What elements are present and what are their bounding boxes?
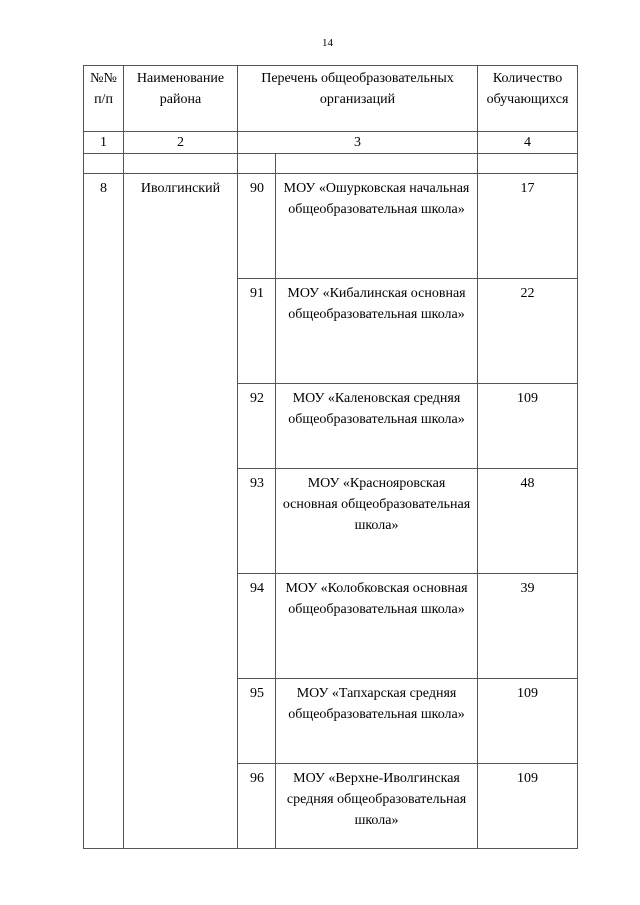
school-index: 90: [238, 174, 276, 279]
empty-cell: [124, 154, 238, 174]
school-name: МОУ «Кибалинская основная общеобразовательная школа»: [276, 279, 478, 384]
empty-cell: [84, 154, 124, 174]
school-name: МОУ «Тапхарская средняя общеобразовательная школа»: [276, 679, 478, 764]
school-index: 91: [238, 279, 276, 384]
school-index: 95: [238, 679, 276, 764]
student-count: 17: [478, 174, 578, 279]
header-district: Наименование района: [124, 66, 238, 132]
empty-row: [84, 154, 578, 174]
schools-table: [83, 65, 578, 849]
school-name: МОУ «Ошурковская начальная общеобразовательная школа»: [276, 174, 478, 279]
table-header-row: [84, 66, 578, 132]
table-row: [84, 174, 578, 279]
header-number: №№ п/п: [84, 66, 124, 132]
student-count: 22: [478, 279, 578, 384]
column-number: 2: [124, 132, 238, 154]
student-count: 109: [478, 764, 578, 849]
school-index: 94: [238, 574, 276, 679]
district-number: 8: [84, 174, 124, 849]
column-number: 1: [84, 132, 124, 154]
student-count: 48: [478, 469, 578, 574]
empty-cell: [478, 154, 578, 174]
empty-cell: [276, 154, 478, 174]
student-count: 39: [478, 574, 578, 679]
header-organizations: Перечень общеобразовательных организаций: [238, 66, 478, 132]
district-name: Иволгинский: [124, 174, 238, 849]
school-name: МОУ «Колобковская основная общеобразовательная школа»: [276, 574, 478, 679]
page-number: 14: [322, 37, 333, 49]
student-count: 109: [478, 384, 578, 469]
header-student-count: Количество обучающихся: [478, 66, 578, 132]
column-number-row: [84, 132, 578, 154]
school-index: 96: [238, 764, 276, 849]
school-index: 93: [238, 469, 276, 574]
column-number: 3: [238, 132, 478, 154]
school-name: МОУ «Каленовская средняя общеобразовательная школа»: [276, 384, 478, 469]
empty-cell: [238, 154, 276, 174]
student-count: 109: [478, 679, 578, 764]
school-index: 92: [238, 384, 276, 469]
column-number: 4: [478, 132, 578, 154]
school-name: МОУ «Краснояровская основная общеобразовательная школа»: [276, 469, 478, 574]
school-name: МОУ «Верхне-Иволгинская средняя общеобразовательная школа»: [276, 764, 478, 849]
